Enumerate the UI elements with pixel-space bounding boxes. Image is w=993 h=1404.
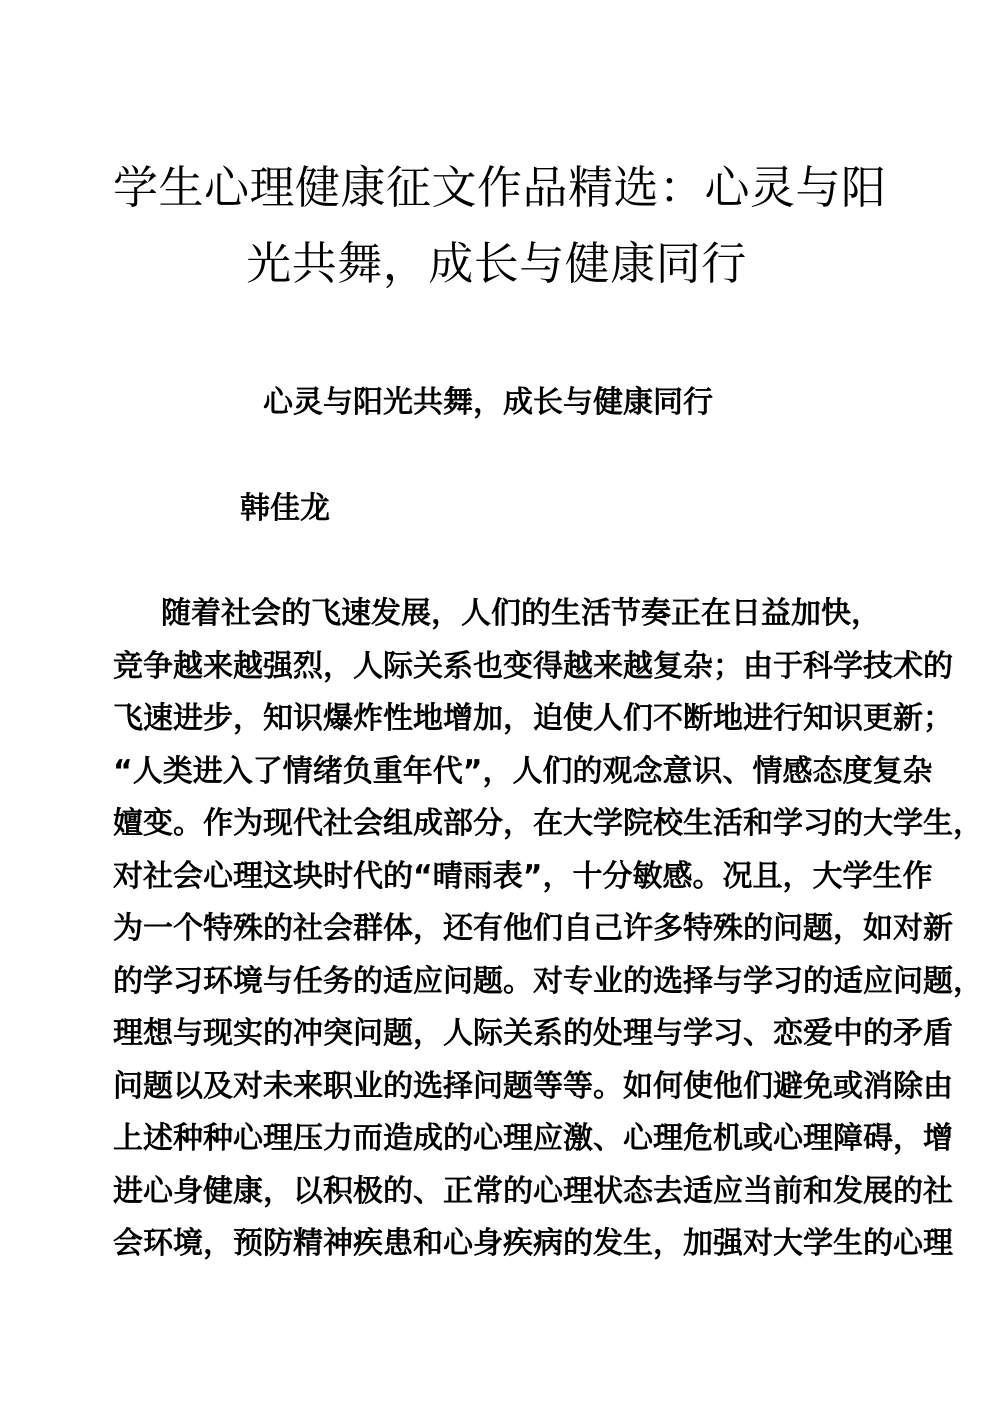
- page-title-line-2: 光共舞，成长与健康同行: [246, 237, 747, 291]
- body-line: 为 一 个 特 殊 的 社 会 群 体 ， 还 有 他 们 自 己 许 多 特 殊 的 问 题 ， 如 对 新: [113, 911, 953, 946]
- page-title-line-1: 学生心理健康征文作品精选：心灵与阳: [113, 161, 887, 215]
- body-line: 对 社 会 心 理 这 块 时 代 的 “ 晴 雨 表 ” ， 十 分 敏 感 。 况 且 ， 大 学 生 作: [113, 858, 933, 894]
- body-line: 理 想 与 现 实 的 冲 突 问 题 ， 人 际 关 系 的 处 理 与 学 习 、 恋 爱 中 的 矛 盾: [113, 1016, 953, 1051]
- paragraph-indent: [113, 588, 161, 641]
- body-line: 嬗 变 。 作 为 现 代 社 会 组 成 部 分 ， 在 大 学 院 校 生 活 和 学 习 的 大 学 生 ，: [113, 806, 983, 841]
- page-title: [113, 150, 887, 302]
- body-line: 问 题 以 及 对 未 来 职 业 的 选 择 问 题 等 等 。 如 何 使 他 们 避 免 或 消 除 由: [113, 1068, 953, 1104]
- body-line: 飞 速 进 步 ， 知 识 爆 炸 性 地 增 加 ， 迫 使 人 们 不 断 地 进 行 知 识 更 新 ；: [113, 701, 953, 736]
- author-byline: 韩佳龙: [240, 491, 330, 526]
- body-line: 的 学 习 环 境 与 任 务 的 适 应 问 题 。 对 专 业 的 选 择 与 学 习 的 适 应 问 题 ，: [113, 963, 983, 999]
- body-paragraph: [113, 588, 983, 1271]
- body-line: 竞 争 越 来 越 强 烈 ， 人 际 关 系 也 变 得 越 来 越 复 杂 ； 由 于 科 学 技 术 的: [113, 648, 953, 684]
- body-line: “ 人 类 进 入 了 情 绪 负 重 年 代 ” ， 人 们 的 观 念 意 识 、 情 感 态 度 复 杂: [113, 753, 933, 789]
- body-line: 进 心 身 健 康 ， 以 积 极 的 、 正 常 的 心 理 状 态 去 适 应 当 前 和 发 展 的 社: [113, 1173, 953, 1209]
- article-subtitle: 心灵与阳光共舞，成长与健康同行: [263, 385, 713, 420]
- body-line: 随 着 社 会 的 飞 速 发 展 ， 人 们 的 生 活 节 奏 正 在 日 益 加 快 ，: [113, 588, 881, 641]
- body-line: 上 述 种 种 心 理 压 力 而 造 成 的 心 理 应 激 、 心 理 危 机 或 心 理 障 碍 ， 增: [113, 1121, 953, 1156]
- body-line: 会环境，预防精神疾患和心身疾病的发生，加强对大学生的心理: [113, 1226, 953, 1261]
